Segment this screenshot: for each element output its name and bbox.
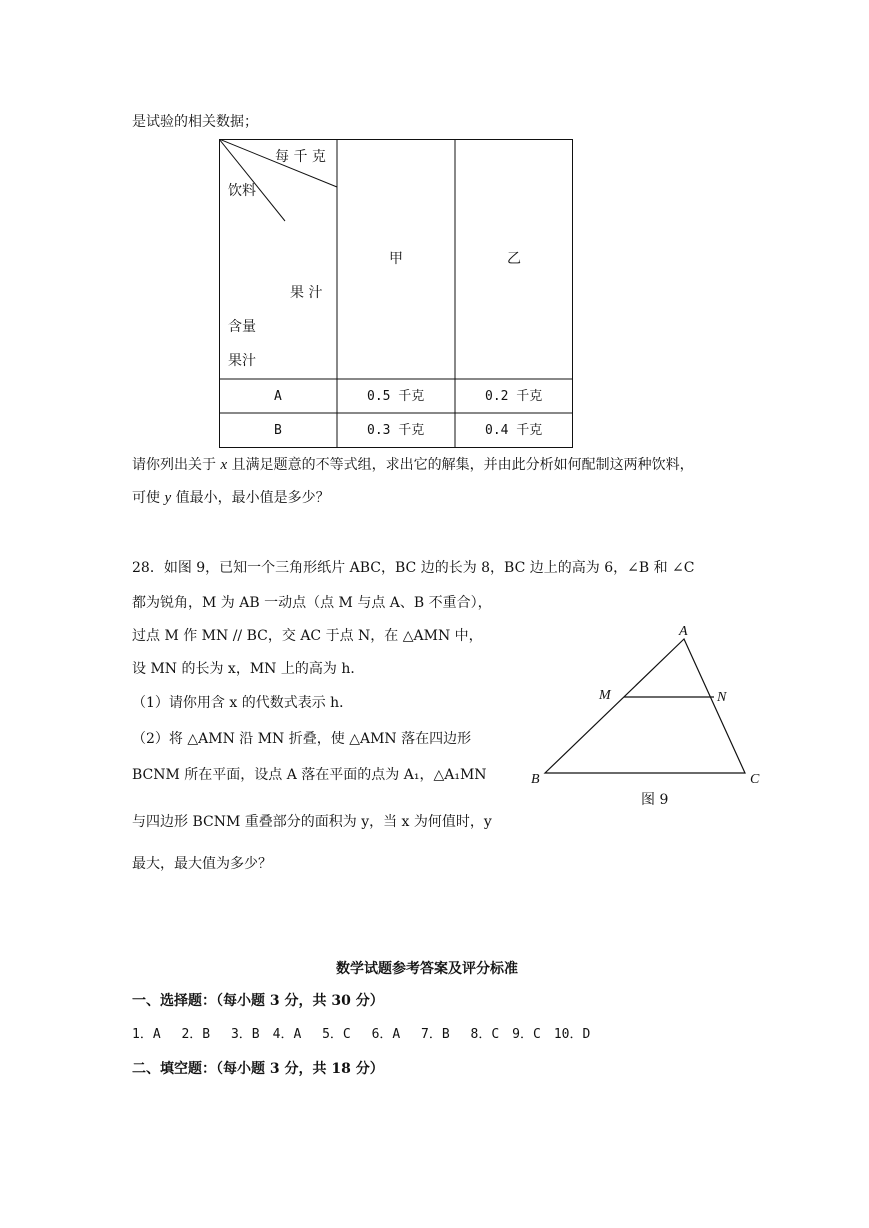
q27-var-y: y bbox=[164, 490, 172, 506]
q28-line-4: 设 MN 的长为 x，MN 上的高为 h． bbox=[132, 661, 365, 677]
header-left-bottom: 果汁 bbox=[228, 353, 256, 369]
row-b-jia: 0.3 千克 bbox=[367, 423, 425, 438]
q27-line-1-b: 且满足题意的不等式组，求出它的解集，并由此分析如何配制这两种饮料， bbox=[231, 457, 694, 473]
row-a-label: A bbox=[274, 389, 282, 404]
label-b: B bbox=[531, 772, 540, 787]
figure-9-triangle bbox=[525, 620, 765, 810]
q27-var-x: x bbox=[220, 457, 228, 473]
data-table bbox=[219, 139, 573, 448]
q28-line-9: 最大，最大值为多少？ bbox=[132, 856, 272, 872]
label-a: A bbox=[679, 624, 688, 639]
q28-line-7: BCNM 所在平面，设点 A 落在平面的点为 A₁，△A₁MN bbox=[132, 767, 487, 783]
row-a-yi: 0.2 千克 bbox=[485, 389, 543, 404]
figure-caption: 图 9 bbox=[641, 792, 669, 808]
section-1-heading: 一、选择题：（每小题 3 分，共 30 分） bbox=[132, 993, 384, 1009]
col-header-yi: 乙 bbox=[507, 251, 521, 267]
q28-line-1: 28．如图 9，已知一个三角形纸片 ABC，BC 边的长为 8，BC 边上的高为 6，∠B 和 ∠C bbox=[132, 560, 695, 576]
triangle-abc bbox=[545, 639, 745, 773]
q28-line-6: （2）将 △AMN 沿 MN 折叠，使 △AMN 落在四边形 bbox=[132, 731, 472, 747]
header-left-mid: 含量 bbox=[228, 319, 256, 335]
q28-line-2: 都为锐角，M 为 AB 一动点（点 M 与点 A、B 不重合）， bbox=[132, 595, 492, 611]
header-mid-right: 果 汁 bbox=[290, 285, 323, 301]
row-a-jia: 0.5 千克 bbox=[367, 389, 425, 404]
label-c: C bbox=[750, 772, 760, 787]
header-top-right: 每 千 克 bbox=[275, 149, 326, 165]
q28-line-5: （1）请你用含 x 的代数式表示 h． bbox=[132, 695, 354, 711]
q28-line-3: 过点 M 作 MN // BC，交 AC 于点 N，在 △AMN 中， bbox=[132, 628, 483, 644]
row-b-label: B bbox=[274, 423, 282, 438]
choice-answers: 1．A 2．B 3．B 4．A 5．C 6．A 7．B 8．C 9．C 10．D bbox=[132, 1027, 591, 1042]
section-2-heading: 二、填空题：（每小题 3 分，共 18 分） bbox=[132, 1061, 384, 1077]
label-n: N bbox=[717, 690, 727, 705]
q27-line-1 bbox=[132, 458, 694, 473]
header-left-top: 饮料 bbox=[228, 183, 256, 199]
q28-line-8: 与四边形 BCNM 重叠部分的面积为 y，当 x 为何值时，y bbox=[132, 814, 492, 830]
q27-line-1-a: 请你列出关于 bbox=[132, 457, 216, 473]
q27-line-2 bbox=[132, 491, 330, 506]
col-header-jia: 甲 bbox=[389, 251, 403, 267]
answers-title: 数学试题参考答案及评分标准 bbox=[336, 961, 518, 977]
q27-line-2-a: 可使 bbox=[132, 490, 160, 506]
q27-line-2-b: 值最小，最小值是多少？ bbox=[175, 490, 330, 506]
intro-line: 是试验的相关数据； bbox=[132, 114, 258, 130]
label-m: M bbox=[599, 688, 611, 703]
row-b-yi: 0.4 千克 bbox=[485, 423, 543, 438]
